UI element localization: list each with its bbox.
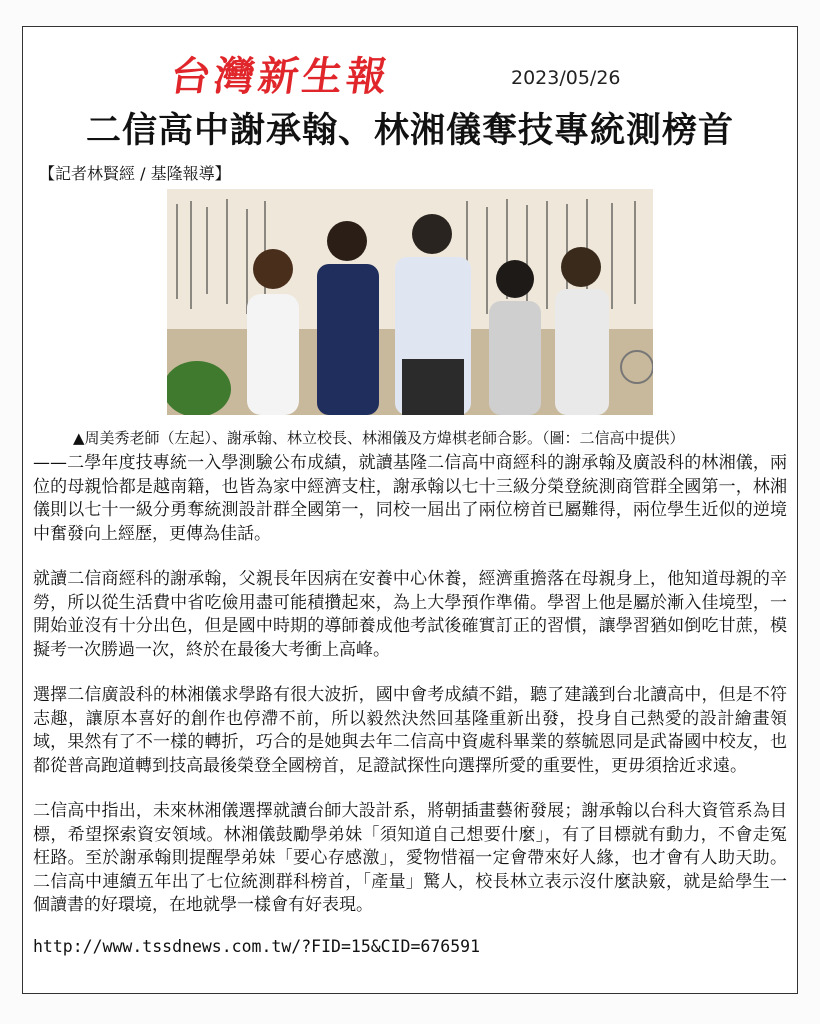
article-paragraph: ——二學年度技專統一入學測驗公布成績，就讀基隆二信高中商經科的謝承翰及廣設科的林湘儀，兩位的母親恰都是越南籍，也皆為家中經濟支柱，謝承翰以七十三級分榮登統測商管群全國第一，林湘儀則以七十一級分勇奪統測設計群全國第一，同校一屆出了兩位榜首已屬難得，兩位學生近似的逆境中奮發向上經歷，更傳為佳話。 <box>33 453 787 544</box>
group-photo <box>167 189 653 415</box>
newspaper-masthead: 台灣新生報 <box>167 53 394 100</box>
article-body <box>33 452 787 940</box>
source-url: http://www.tssdnews.com.tw/?FID=15&CID=676591 <box>33 937 481 956</box>
article-paragraph: 選擇二信廣設科的林湘儀求學路有很大波折，國中會考成績不錯，聽了建議到台北讀高中，但是不符志趣，讓原本喜好的創作也停滯不前，所以毅然決然回基隆重新出發，投身自己熱愛的設計繪畫領域，果然有了不一樣的轉折，巧合的是她與去年二信高中資處科畢業的蔡毓恩同是武崙國中校友，也都從普高跑道轉到技高最後榮登全國榜首，足證試探性向選擇所愛的重要性，更毋須捨近求遠。 <box>33 685 787 776</box>
publish-date: 2023/05/26 <box>511 67 621 89</box>
byline: 【記者林賢經 / 基隆報導】 <box>39 164 231 183</box>
article-paragraph: 就讀二信商經科的謝承翰，父親長年因病在安養中心休養，經濟重擔落在母親身上，他知道母親的辛勞，所以從生活費中省吃儉用盡可能積攢起來，為上大學預作準備。學習上他是屬於漸入佳境型，一開始並沒有十分出色，但是國中時期的導師養成他考試後確實訂正的習慣，讓學習猶如倒吃甘蔗，模擬考一次勝過一次，終於在最後大考衝上高峰。 <box>33 569 787 660</box>
article-paragraph: 二信高中指出，未來林湘儀選擇就讀台師大設計系，將朝插畫藝術發展；謝承翰以台科大資管系為目標，希望探索資安領域。林湘儀鼓勵學弟妹「須知道自己想要什麼」，有了目標就有動力，不會走冤枉路。至於謝承翰則提醒學弟妹「要心存感激」，愛物惜福一定會帶來好人緣，也才會有人助天助。二信高中連續五年出了七位統測群科榜首，「產量」驚人，校長林立表示沒什麼訣竅，就是給學生一個讀書的好環境，在地就學一樣會有好表現。 <box>33 801 787 915</box>
headline: 二信高中謝承翰、林湘儀奪技專統測榜首 <box>85 111 734 151</box>
clipping-frame <box>22 26 798 994</box>
photo-caption: ▲周美秀老師（左起）、謝承翰、林立校長、林湘儀及方煒棋老師合影。（圖：二信高中提供） <box>73 429 685 447</box>
